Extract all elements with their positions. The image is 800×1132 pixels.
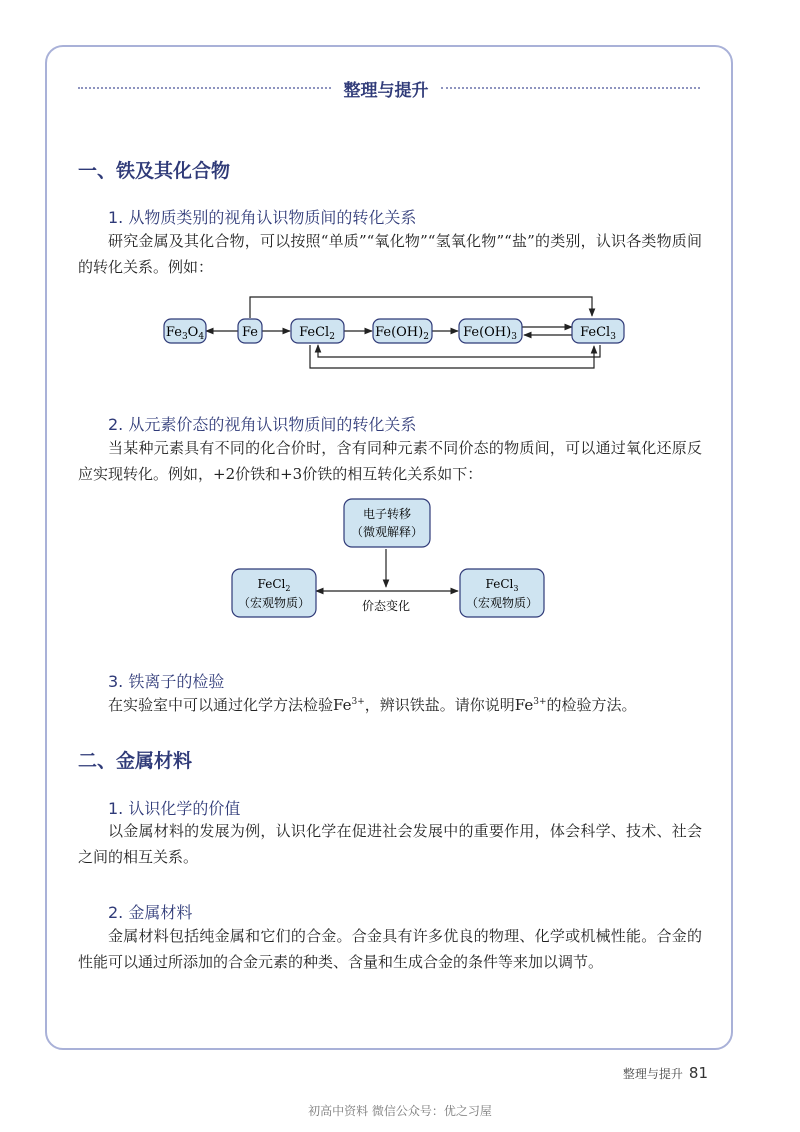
section2-sub1-text: 以金属材料的发展为例，认识化学在促进社会发展中的重要作用，体会科学、技术、社会之间的相互关系。 bbox=[78, 822, 702, 866]
electron-transfer-line1: 电子转移 bbox=[362, 507, 412, 521]
fecl3-caption: （宏观物质） bbox=[465, 596, 539, 610]
section2-heading: 二、金属材料 bbox=[78, 750, 193, 772]
section-header bbox=[78, 76, 700, 100]
section1-sub3-title: 3. 铁离子的检验 bbox=[108, 672, 225, 691]
page-footer bbox=[623, 1064, 708, 1082]
sub3-text-a: 在实验室中可以通过化学方法检验Fe bbox=[108, 696, 352, 714]
section2-sub1-title: 1. 认识化学的价值 bbox=[108, 799, 241, 818]
electron-transfer-line2: （微观解释） bbox=[350, 525, 424, 539]
svg-text:Fe(OH)2: $Fe(OH)_2$ bbox=[375, 325, 429, 342]
box-electron-transfer bbox=[344, 499, 430, 547]
fe-charge-2: 3+ bbox=[533, 697, 547, 707]
sub3-text-b: ，辨识铁盐。请你说明Fe bbox=[364, 696, 534, 714]
section1-sub1-title: 1. 从物质类别的视角认识物质间的转化关系 bbox=[108, 208, 417, 227]
arrow-fe-to-fecl3 bbox=[250, 297, 592, 318]
valence-change-label: 价态变化 bbox=[361, 599, 411, 613]
node-feoh2 bbox=[373, 319, 432, 343]
header-dots-right bbox=[441, 87, 700, 89]
box-fecl2 bbox=[232, 569, 316, 617]
node-fecl3 bbox=[572, 319, 624, 343]
section1-sub2-title: 2. 从元素价态的视角认识物质间的转化关系 bbox=[108, 415, 417, 434]
header-title: 整理与提升 bbox=[343, 81, 429, 101]
svg-text:FeCl3: FeCl$_3$ bbox=[580, 325, 616, 342]
fe-charge-1: 3+ bbox=[351, 697, 365, 707]
svg-text:FeCl3: FeCl$_3$ bbox=[485, 577, 519, 593]
section2-sub2-text: 金属材料包括纯金属和它们的合金。合金具有许多优良的物理、化学或机械性能。合金的性能可以通过所添加的合金元素的种类、含量和生成合金的条件等来加以调节。 bbox=[78, 927, 702, 971]
header-dots-left bbox=[78, 87, 331, 89]
svg-text:Fe(OH)3: $Fe(OH)_3$ bbox=[463, 325, 517, 342]
watermark-text: 初高中资料 微信公众号：优之习屋 bbox=[308, 1104, 492, 1118]
node-fe3o4 bbox=[164, 319, 206, 343]
box-fecl3 bbox=[460, 569, 544, 617]
conversion-diagram bbox=[150, 290, 630, 375]
valence-diagram bbox=[228, 497, 552, 627]
fecl2-caption: （宏观物质） bbox=[237, 596, 311, 610]
sub3-text-c: 的检验方法。 bbox=[546, 696, 637, 714]
section1-sub2-text: 当某种元素具有不同的化合价时，含有同种元素不同价态的物质间，可以通过氧化还原反应实现转化。例如，+2价铁和+3价铁的相互转化关系如下： bbox=[78, 439, 702, 483]
node-feoh3 bbox=[459, 319, 522, 343]
section2-sub2-title: 2. 金属材料 bbox=[108, 903, 193, 922]
section1-sub1-text: 研究金属及其化合物，可以按照“单质”“氧化物”“氢氧化物”“盐”的类别，认识各类物质间的转化关系。例如： bbox=[78, 232, 702, 276]
svg-text:FeCl2: FeCl$_2$ bbox=[299, 325, 335, 342]
node-fecl2 bbox=[291, 319, 344, 343]
section1-heading: 一、铁及其化合物 bbox=[78, 160, 231, 182]
page-number: 81 bbox=[688, 1064, 708, 1082]
svg-text:FeCl2: FeCl$_2$ bbox=[257, 577, 291, 593]
section1-sub3-text bbox=[78, 692, 702, 718]
node-fe bbox=[238, 319, 262, 343]
svg-text:Fe3O4: $Fe_3O_4$ bbox=[165, 325, 205, 342]
arrow-fecl3-to-fecl2 bbox=[318, 345, 600, 357]
svg-text:Fe: Fe bbox=[241, 325, 259, 340]
footer-label: 整理与提升 bbox=[622, 1067, 683, 1081]
